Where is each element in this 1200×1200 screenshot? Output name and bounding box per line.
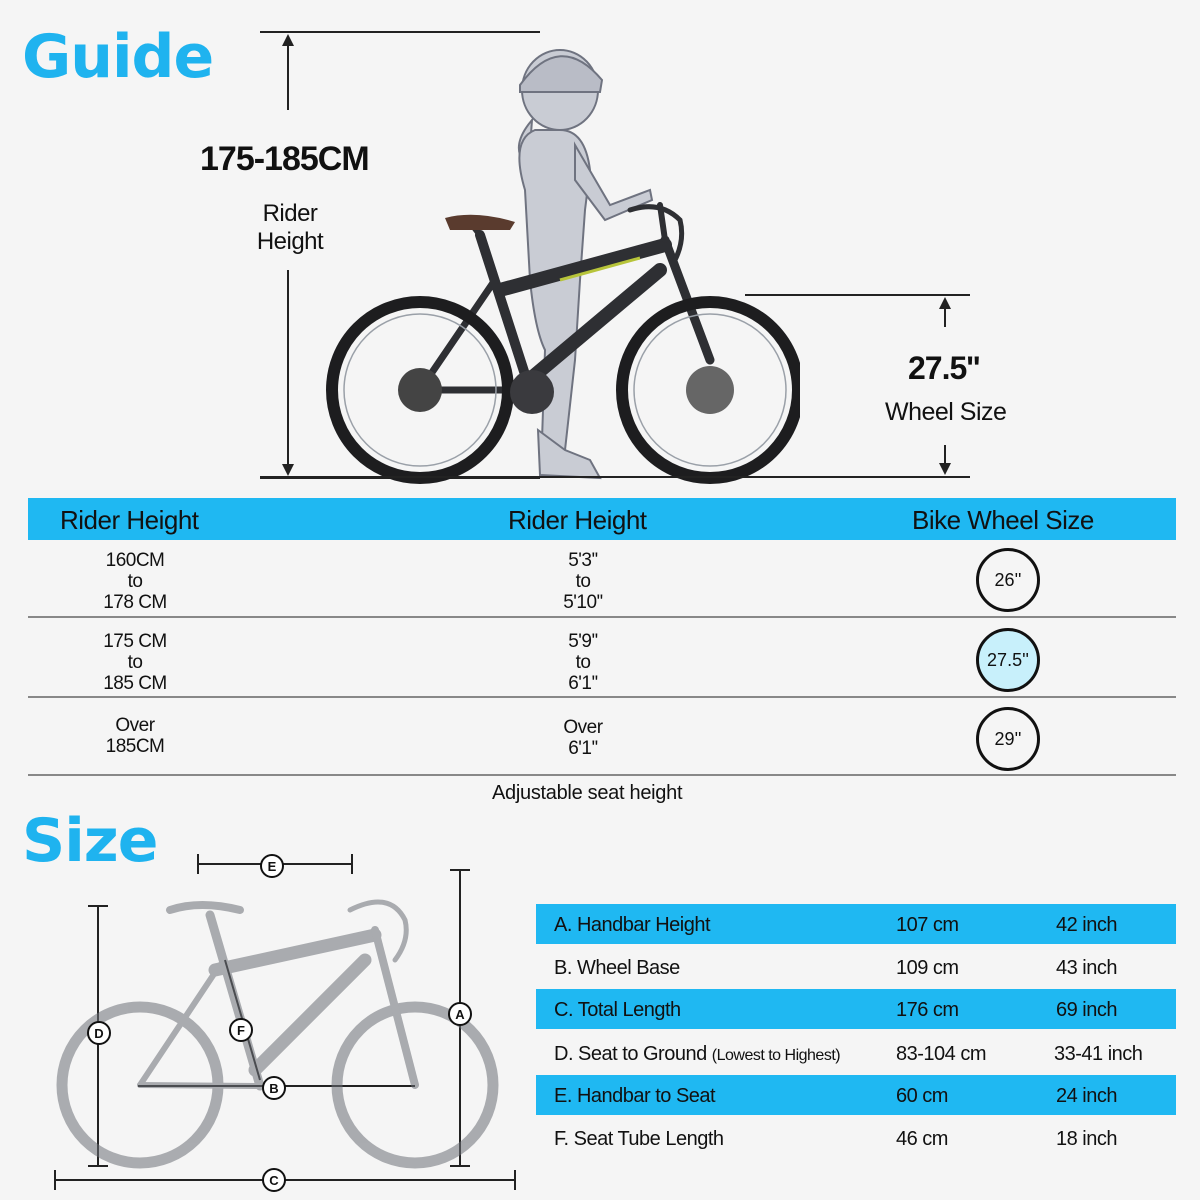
cell-line: 5'9'' [568, 631, 598, 652]
spec-name: C. Total Length [554, 999, 681, 1021]
spec-inch: 18 inch [1056, 1128, 1117, 1150]
table-row-2-ft [508, 631, 658, 694]
cell-line: 178 CM [103, 592, 167, 613]
wheel-size-label: Wheel Size [885, 398, 1007, 426]
spec-note: (Lowest to Highest) [711, 1047, 841, 1064]
spec-row-seat-tube-length [536, 1118, 1176, 1158]
spec-name: F. Seat Tube Length [554, 1128, 724, 1150]
spec-name: B. Wheel Base [554, 957, 680, 979]
cell-line: to [575, 652, 591, 673]
spec-cm: 176 cm [896, 999, 959, 1021]
cell-line: 5'10'' [563, 592, 603, 613]
cell-line: to [127, 571, 143, 592]
wheel-size-badge-26: 26'' [976, 548, 1040, 612]
cell-line: 185 CM [103, 673, 167, 694]
table-header-rider-height-cm: Rider Height [60, 505, 199, 535]
diagram-label-a: A [448, 1002, 472, 1026]
cell-line: 5'3'' [568, 550, 598, 571]
table-divider [28, 774, 1176, 776]
spec-row-total-length [536, 989, 1176, 1029]
diagram-label-c: C [262, 1168, 286, 1192]
cell-line: 185CM [105, 736, 165, 757]
guide-title: Guide [22, 22, 214, 92]
spec-inch: 33-41 inch [1054, 1043, 1143, 1065]
spec-name-text: D. Seat to Ground [554, 1043, 707, 1065]
table-row-1-cm [60, 550, 210, 613]
spec-inch: 42 inch [1056, 914, 1117, 936]
table-row-3-ft [508, 717, 658, 759]
table-divider [28, 616, 1176, 618]
table-row-1-ft [508, 550, 658, 613]
spec-cm: 107 cm [896, 914, 959, 936]
adjustable-seat-note: Adjustable seat height [492, 782, 683, 804]
size-title: Size [22, 806, 158, 876]
spec-row-handbar-to-seat [536, 1075, 1176, 1115]
cell-line: to [575, 571, 591, 592]
cell-line: 175 CM [103, 631, 167, 652]
bike-crank [510, 370, 554, 414]
table-header-rider-height-ft: Rider Height [508, 505, 647, 535]
spec-cm: 46 cm [896, 1128, 948, 1150]
spec-inch: 43 inch [1056, 957, 1117, 979]
wheel-size-badge-27-5: 27.5'' [976, 628, 1040, 692]
faded-bike [62, 902, 493, 1163]
cell-line: 160CM [105, 550, 165, 571]
spec-cm: 109 cm [896, 957, 959, 979]
cell-line: 6'1'' [568, 738, 598, 759]
rider-height-label-line1: Rider [262, 200, 318, 227]
spec-row-wheel-base [536, 947, 1176, 987]
diagram-label-b: B [262, 1076, 286, 1100]
spec-row-seat-to-ground [536, 1033, 1176, 1073]
cell-line: to [127, 652, 143, 673]
rider-height-value: 175-185CM [200, 140, 369, 178]
diagram-label-d: D [87, 1021, 111, 1045]
wheel-size-value: 27.5'' [908, 350, 980, 386]
rider-height-label-line2: Height [256, 228, 324, 255]
table-row-2-cm [60, 631, 210, 694]
diagram-label-e: E [260, 854, 284, 878]
wheel-size-badge-29: 29'' [976, 707, 1040, 771]
spec-inch: 69 inch [1056, 999, 1117, 1021]
spec-name: E. Handbar to Seat [554, 1085, 716, 1107]
spec-cm: 60 cm [896, 1085, 948, 1107]
spec-name: A. Handbar Height [554, 914, 711, 936]
diagram-label-f: F [229, 1018, 253, 1042]
ground-line [260, 476, 970, 478]
cell-line: 6'1'' [568, 673, 598, 694]
spec-row-handbar-height [536, 904, 1176, 944]
cell-line: Over [115, 715, 155, 736]
spec-name [554, 1043, 840, 1066]
rider-bike-illustration [320, 30, 800, 490]
bike-saddle [445, 215, 515, 230]
spec-cm: 83-104 cm [896, 1043, 986, 1065]
table-divider [28, 696, 1176, 698]
table-row-3-cm [60, 715, 210, 757]
cell-line: Over [563, 717, 603, 738]
spec-inch: 24 inch [1056, 1085, 1117, 1107]
table-header-wheel-size: Bike Wheel Size [912, 505, 1094, 535]
